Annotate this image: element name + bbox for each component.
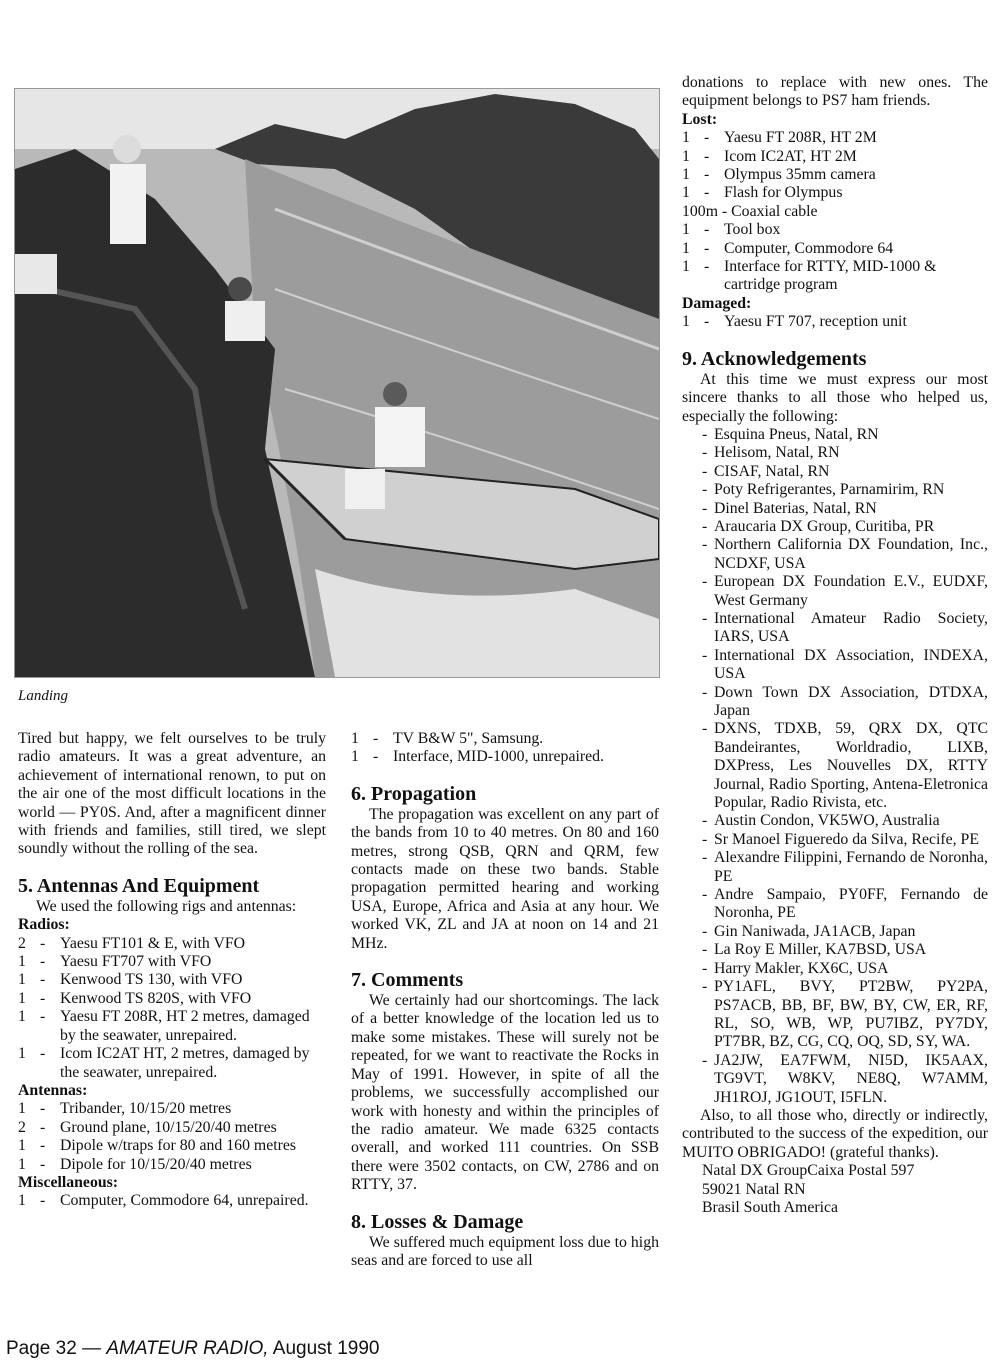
thanks-list	[682, 426, 988, 1107]
misc-label: Miscellaneous:	[18, 1173, 119, 1191]
list-item: - Sr Manoel Figueredo da Silva, Recife, PE	[702, 830, 979, 848]
list-item: 1 - Computer, Commodore 64, unrepaired.	[18, 1192, 309, 1210]
radios-label: Radios:	[18, 916, 70, 934]
intro-paragraph: Tired but happy, we felt ourselves to be truly radio amateurs. It was a great adventure, an achievement of international renown, to put on the air one of the most difficult locations in the world — PY0S. And, after a magnificent dinner with friends and families, still tired, we slept soundly without the rolling of the sea.	[18, 730, 326, 858]
list-item: 2 - Yaesu FT101 & E, with VFO	[18, 934, 246, 952]
misc-list-continued	[351, 730, 659, 767]
list-item: 1 - Yaesu FT 208R, HT 2 metres, damaged by the seawater, unrepaired.	[18, 1008, 310, 1044]
list-item: 1 - Yaesu FT 208R, HT 2M	[682, 129, 877, 147]
footer-date: August 1990	[268, 1338, 380, 1359]
list-item: - Austin Condon, VK5WO, Australia	[702, 812, 940, 830]
list-item: - CISAF, Natal, RN	[702, 462, 830, 480]
address-line: 59021 Natal RN	[702, 1180, 806, 1198]
list-item: - Alexandre Filippini, Fernando de Noronha, PE	[702, 849, 988, 885]
landing-photo	[14, 88, 660, 678]
section-7-heading: 7. Comments	[351, 969, 464, 992]
middle-column	[351, 730, 659, 1270]
list-item: - International Amateur Radio Society, IARS, USA	[702, 609, 988, 646]
losses-continued: donations to replace with new ones. The equipment belongs to PS7 ham friends.	[682, 74, 988, 110]
list-item: - Northern California DX Foundation, Inc., NCDXF, USA	[702, 536, 988, 572]
list-item: 1 - Dipole for 10/15/20/40 metres	[18, 1155, 252, 1173]
section-5-text: We used the following rigs and antennas:	[36, 897, 297, 915]
section-9-heading: 9. Acknowledgements	[682, 347, 867, 370]
list-item: - International DX Association, INDEXA, USA	[702, 646, 988, 683]
photo-caption: Landing	[18, 688, 69, 704]
section-8-heading: 8. Losses & Damage	[351, 1210, 524, 1233]
list-item: 1 - Tool box	[682, 221, 781, 239]
list-item: 1 - Computer, Commodore 64	[682, 239, 894, 257]
page-footer	[6, 1338, 380, 1360]
footer-magazine: AMATEUR RADIO,	[106, 1338, 269, 1359]
list-item: 1 - Tribander, 10/15/20 metres	[18, 1100, 232, 1118]
closing-paragraph: Also, to all those who, directly or indirectly, contributed to the success of the expedition, our MUITO OBRIGADO! (grateful thanks).	[682, 1106, 988, 1161]
list-item: 1 - Flash for Olympus	[682, 184, 843, 202]
list-item: 1 - Icom IC2AT, HT 2M	[682, 147, 857, 165]
address-line: Brasil South America	[702, 1198, 839, 1216]
list-item: - European DX Foundation E.V., EUDXF, West Germany	[702, 573, 988, 609]
list-item: 1 - Kenwood TS 130, with VFO	[18, 971, 243, 989]
list-item: - Helisom, Natal, RN	[702, 444, 840, 462]
lost-list	[682, 129, 988, 203]
list-item: - Poty Refrigerantes, Parnamirim, RN	[702, 481, 945, 499]
list-item: - Andre Sampaio, PY0FF, Fernando de Noronha, PE	[702, 886, 988, 922]
damaged-list	[682, 313, 988, 331]
list-item: - DXNS, TDXB, 59, QRX DX, QTC Bandeirantes, Worldradio, LIXB, DXPress, Les Nouvelles DX, RTTY Journal, Radio Sporting, Antena-Eletronica Popular, Radio Rivista, etc.	[702, 720, 988, 812]
footer-page: Page 32 —	[6, 1338, 107, 1359]
list-item: - Araucaria DX Group, Curitiba, PR	[702, 517, 935, 535]
damaged-label: Damaged:	[682, 294, 752, 312]
list-item: 1 - Yaesu FT 707, reception unit	[682, 313, 907, 331]
list-item: 1 - Interface, MID-1000, unrepaired.	[351, 748, 604, 766]
address-line: Natal DX GroupCaixa Postal 597	[702, 1162, 915, 1180]
list-item: 1 - Icom IC2AT HT, 2 metres, damaged by the seawater, unrepaired.	[18, 1045, 310, 1081]
lost-label: Lost:	[682, 110, 718, 128]
list-item: - Dinel Baterias, Natal, RN	[702, 499, 877, 517]
list-item: 1 - Yaesu FT707 with VFO	[18, 953, 212, 971]
radios-list	[18, 935, 326, 1082]
left-column	[18, 730, 326, 1211]
list-item: 1 - TV B&W 5", Samsung.	[351, 730, 544, 747]
right-column	[682, 74, 988, 1217]
lost-list-2	[682, 221, 988, 295]
list-item: 1 - Kenwood TS 820S, with VFO	[18, 989, 252, 1007]
list-item: 2 - Ground plane, 10/15/20/40 metres	[18, 1118, 277, 1136]
list-item: 1 - Dipole w/traps for 80 and 160 metres	[18, 1137, 297, 1155]
antennas-list	[18, 1100, 326, 1174]
list-item: 1 - Olympus 35mm camera	[682, 166, 876, 184]
antennas-label: Antennas:	[18, 1081, 88, 1099]
misc-list	[18, 1192, 326, 1210]
list-item: - Down Town DX Association, DTDXA, Japan	[702, 683, 988, 719]
list-item: - Esquina Pneus, Natal, RN	[702, 425, 879, 443]
list-item: - La Roy E Miller, KA7BSD, USA	[702, 941, 927, 959]
section-9-text: At this time we must express our most sincere thanks to all those who helped us, especially the following:	[682, 370, 988, 425]
section-6-text: The propagation was excellent on any part of the bands from 10 to 40 metres. On 80 and 160 metres, strong QSB, QRN and QRM, few contacts made on these two bands. Stable propagation permitted hearing and working USA, Europe, Africa and Asia at any hour. We worked VK, ZL and JA at noon on 14 and 21 MHz.	[351, 805, 659, 952]
cable-item: 100m - Coaxial cable	[682, 202, 818, 220]
section-5-heading: 5. Antennas And Equipment	[18, 874, 260, 897]
list-item: - Harry Makler, KX6C, USA	[702, 959, 889, 977]
list-item: 1 - Interface for RTTY, MID-1000 & cartridge program	[682, 258, 937, 294]
section-7-text: We certainly had our shortcomings. The lack of a better knowledge of the location led us to make some mistakes. These will surely not be repeated, for we want to reactivate the Rocks in May of 1991. However, in spite of all the problems, we successfully accomplished our work with honesty and within the principles of the radio amateur. We made 6325 contacts overall, and worked 111 countries. On SSB there were 3502 contacts, on CW, 2786 and on RTTY, 37.	[351, 992, 659, 1194]
list-item: - PY1AFL, BVY, PT2BW, PY2PA, PS7ACB, BB, BF, BW, BY, CW, ER, RF, RL, SO, WB, WP, PU7IBZ, PY7DY, PT7BR, BZ, CG, CQ, OQ, SD, SY, WA.	[702, 978, 988, 1051]
list-item: - Gin Naniwada, JA1ACB, Japan	[702, 922, 916, 940]
list-item: - JA2JW, EA7FWM, NI5D, IK5AAX, TG9VT, W8KV, NE8Q, W7AMM, JH1ROJ, JG1OUT, I5FLN.	[702, 1051, 988, 1106]
section-6-heading: 6. Propagation	[351, 782, 477, 805]
section-8-text: We suffered much equipment loss due to high seas and are forced to use all	[351, 1233, 659, 1269]
photo-illustration	[15, 89, 659, 677]
